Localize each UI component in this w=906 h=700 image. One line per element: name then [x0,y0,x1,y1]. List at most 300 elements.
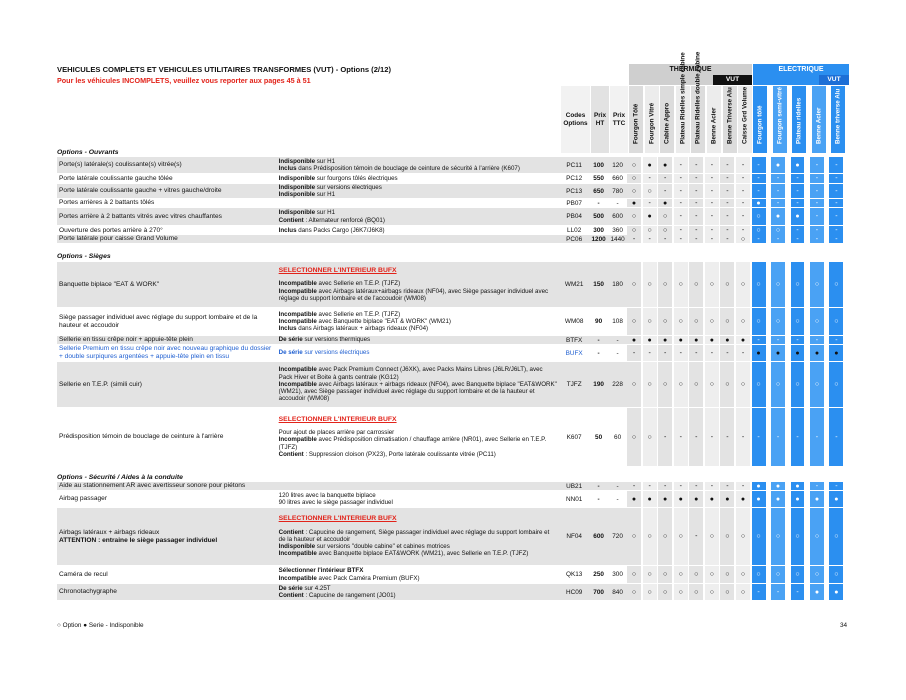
availability-thermique: - [736,482,750,490]
availability-thermique: ○ [705,362,719,407]
availability-thermique: ○ [658,566,672,583]
availability-thermique: ○ [643,226,657,235]
availability-electrique: ● [791,208,805,225]
availability-electrique: - [752,584,766,600]
availability-thermique: - [627,235,641,243]
row-label: Portes arrières à 2 battants tôlés [57,199,277,207]
availability-thermique: ● [658,157,672,173]
availability-electrique: ○ [829,566,843,583]
option-code: BTFX [559,336,589,344]
option-code: PC12 [559,174,589,183]
availability-electrique: ● [752,491,766,507]
option-code: PC06 [559,235,589,243]
row-label: Porte(s) latérale(s) coulissante(s) vitrée(s) [57,157,277,173]
availability-electrique: ○ [771,362,785,407]
availability-thermique: ○ [674,308,688,335]
availability-thermique: ○ [689,566,703,583]
price-ttc: - [608,345,627,361]
availability-thermique: - [627,345,641,361]
col-header-electrique: Benne Acier [812,86,826,153]
availability-electrique: - [771,336,785,344]
availability-thermique: - [674,208,688,225]
price-ht: - [589,482,608,490]
price-ttc: - [608,482,627,490]
availability-electrique: - [829,235,843,243]
row-notes: Indisponible sur versions électriques Indisponible sur H1 [277,184,560,198]
row-notes [277,199,560,207]
availability-thermique: - [736,408,750,466]
availability-thermique: ● [674,491,688,507]
section-sieges: Options - Sièges [57,253,111,260]
availability-electrique: - [829,408,843,466]
availability-electrique: - [810,235,824,243]
availability-thermique: ○ [736,362,750,407]
availability-electrique: ○ [771,566,785,583]
availability-electrique: - [810,208,824,225]
availability-thermique: - [720,345,734,361]
price-ttc: - [608,336,627,344]
row-label: Chronotachygraphe [57,584,277,600]
availability-electrique: ● [829,584,843,600]
price-ttc: 1440 [608,235,627,243]
col-header-electrique: Fourgon semi-vitré [773,86,787,153]
option-code: LL02 [559,226,589,235]
availability-thermique: - [736,345,750,361]
availability-thermique: - [689,199,703,207]
availability-electrique: ● [752,482,766,490]
availability-electrique: ○ [752,262,766,307]
availability-electrique: ● [771,345,785,361]
availability-thermique: - [736,208,750,225]
price-ttc: 360 [608,226,627,235]
price-ttc: 660 [608,174,627,183]
legend: ○ Option ● Serie - Indisponible [57,622,144,629]
availability-thermique: - [643,199,657,207]
availability-thermique: - [705,345,719,361]
col-header-thermique: Fourgon Vitré [645,86,659,153]
table-row [57,482,849,490]
availability-thermique: - [674,157,688,173]
table-row [57,508,849,565]
price-ht: - [589,199,608,207]
row-label: Prédisposition témoin de bouclage de ceinture à l'arrière [57,408,277,466]
availability-thermique: ○ [643,362,657,407]
table-row [57,308,849,335]
availability-electrique: ○ [810,566,824,583]
availability-thermique: - [720,226,734,235]
page-title: VEHICULES COMPLETS ET VEHICULES UTILITAIRES TRANSFORMES (VUT) - Options (2/12) [57,65,391,74]
price-ttc: 228 [608,362,627,407]
availability-electrique: - [771,584,785,600]
availability-thermique: ○ [736,235,750,243]
availability-thermique: ○ [736,566,750,583]
availability-thermique: ○ [643,184,657,198]
availability-electrique: ○ [771,262,785,307]
availability-thermique: - [658,235,672,243]
availability-electrique: ● [791,491,805,507]
availability-thermique: - [720,184,734,198]
availability-electrique: ● [771,208,785,225]
availability-thermique: - [674,482,688,490]
availability-thermique: ○ [627,226,641,235]
availability-electrique: ● [791,157,805,173]
availability-electrique: ○ [752,226,766,235]
row-notes: SELECTIONNER L'INTERIEUR BUFX Incompatible avec Sellerie en T.E.P. (TJFZ) Incompatible avec Airbags latéraux+airbags rideaux (NF04), avec Siège passager individuel avec réglage du support lombaire et de l'accoudoir (WM08) [277,262,560,307]
availability-thermique: - [674,345,688,361]
price-ttc: - [608,491,627,507]
availability-electrique: ● [810,584,824,600]
row-label: Aide au stationnement AR avec avertisseur sonore pour piétons [57,482,277,490]
price-ttc: 780 [608,184,627,198]
price-ht: - [589,491,608,507]
price-ht: 100 [589,157,608,173]
availability-electrique: - [752,174,766,183]
availability-thermique: - [689,208,703,225]
availability-thermique: ○ [674,508,688,565]
row-notes: Incompatible avec Pack Premium Connect (J6XK), avec Packs Mains Libres (J6LR/J6LT), avec Pack Hiver et Boite à gants centrale (KG12) Incompatible avec Airbags latéraux + airbags rideaux (NF04), avec Banquette biplace "EAT&WORK" (WM21), avec Siège passager individuel avec réglage du support lombaire et de la hauteur et accoudoir (WM08) [277,362,560,407]
table-row [57,491,849,507]
availability-thermique: ● [643,208,657,225]
availability-thermique: - [658,345,672,361]
availability-thermique: - [689,235,703,243]
availability-thermique: ○ [689,308,703,335]
availability-thermique: ● [689,491,703,507]
price-ht: 90 [589,308,608,335]
row-label: Banquette biplace "EAT & WORK" [57,262,277,307]
availability-electrique: - [829,157,843,173]
availability-electrique: - [752,157,766,173]
availability-thermique: ○ [705,508,719,565]
availability-thermique: ○ [705,262,719,307]
availability-electrique: - [829,184,843,198]
row-label: Airbags latéraux + airbags rideaux ATTENTION : entraine le siège passager individuel [57,508,277,565]
availability-electrique: ● [810,345,824,361]
availability-electrique: - [791,184,805,198]
availability-thermique: ○ [689,262,703,307]
availability-thermique: ○ [720,508,734,565]
option-code: UB21 [559,482,589,490]
availability-thermique: ○ [658,508,672,565]
price-ht: - [589,336,608,344]
price-ht: 190 [589,362,608,407]
availability-electrique: - [771,199,785,207]
availability-electrique: ● [791,482,805,490]
interior-warning: SELECTIONNER L'INTERIEUR BUFX [278,515,397,523]
availability-electrique: ○ [810,308,824,335]
availability-electrique: - [771,174,785,183]
price-ttc: 120 [608,157,627,173]
availability-electrique: ○ [752,208,766,225]
table-row [57,566,849,583]
availability-electrique: ● [752,345,766,361]
availability-electrique: - [752,184,766,198]
col-header-thermique: Benne Triverse Alu [723,86,737,153]
availability-electrique: - [752,408,766,466]
availability-thermique: - [720,199,734,207]
table-row [57,584,849,600]
availability-thermique: ○ [705,584,719,600]
option-code: K607 [559,408,589,466]
availability-thermique: ○ [643,408,657,466]
option-code: PC13 [559,184,589,198]
price-ht: 1200 [589,235,608,243]
table-row [57,184,849,198]
col-header-electrique: Benne triverse Alu [831,86,845,153]
availability-thermique: - [627,482,641,490]
availability-thermique: ○ [689,362,703,407]
vut-electrique: VUT [819,75,849,85]
availability-thermique: - [720,408,734,466]
row-notes: Sélectionner l'intérieur BTFX Incompatible avec Pack Caméra Premium (BUFX) [277,566,560,583]
row-notes: 120 litres avec la banquette biplace 90 litres avec le siège passager individuel [277,491,560,507]
availability-thermique: - [658,408,672,466]
availability-thermique: - [736,199,750,207]
row-notes: Indisponible sur H1 Inclus dans Prédisposition témoin de bouclage de ceinture de sécurité à l'arrière (K607) [277,157,560,173]
row-label: Sellerie en tissu crêpe noir + appuie-tête plein [57,336,277,344]
availability-thermique: - [705,184,719,198]
availability-thermique: - [736,174,750,183]
availability-thermique: ○ [674,362,688,407]
availability-thermique: ○ [658,208,672,225]
availability-thermique: - [674,199,688,207]
availability-thermique: - [689,482,703,490]
availability-electrique: - [791,199,805,207]
availability-thermique: - [705,199,719,207]
availability-thermique: - [674,408,688,466]
col-header-thermique: Benne Acier [707,86,721,153]
table-row [57,262,849,307]
price-ht: 300 [589,226,608,235]
availability-thermique: ○ [658,226,672,235]
availability-electrique: ○ [829,308,843,335]
availability-thermique: - [643,235,657,243]
row-notes: De série sur versions électriques [277,345,560,361]
availability-electrique: - [810,336,824,344]
availability-thermique: ○ [658,308,672,335]
table-row [57,408,849,466]
availability-thermique: - [736,157,750,173]
availability-electrique: - [810,184,824,198]
availability-electrique: - [810,157,824,173]
availability-electrique: - [829,336,843,344]
availability-thermique: ○ [674,584,688,600]
table-row [57,226,849,235]
price-ht: 600 [589,508,608,565]
price-ht: 50 [589,408,608,466]
availability-electrique: ○ [791,262,805,307]
availability-thermique: - [689,157,703,173]
availability-thermique: - [658,174,672,183]
availability-thermique: - [689,345,703,361]
availability-electrique: - [752,336,766,344]
availability-electrique: ● [771,491,785,507]
availability-electrique: - [791,336,805,344]
availability-thermique: - [689,508,703,565]
price-ttc: 840 [608,584,627,600]
section-securite: Options - Sécurité / Aides à la conduite [57,474,183,481]
availability-thermique: ○ [643,566,657,583]
availability-thermique: ○ [705,308,719,335]
row-notes: Indisponible sur H1 Contient : Alternateur renforcé (BQ01) [277,208,560,225]
group-thermique: THERMIQUE [629,64,752,75]
availability-thermique: ● [658,491,672,507]
availability-thermique: - [674,184,688,198]
availability-thermique: ● [627,491,641,507]
availability-thermique: ○ [627,208,641,225]
availability-electrique: ○ [771,308,785,335]
availability-thermique: ○ [643,584,657,600]
availability-thermique: ● [736,491,750,507]
interior-warning: SELECTIONNER L'INTERIEUR BUFX [278,415,397,423]
availability-thermique: ○ [627,566,641,583]
availability-electrique: ○ [791,508,805,565]
availability-thermique: - [674,235,688,243]
availability-thermique: ○ [736,262,750,307]
availability-thermique: - [658,184,672,198]
availability-electrique: - [810,199,824,207]
availability-electrique: ○ [771,508,785,565]
row-notes: Inclus dans Packs Cargo (J6K7/J6K8) [277,226,560,235]
availability-thermique: ○ [627,508,641,565]
availability-electrique: ○ [752,566,766,583]
availability-thermique: ● [736,336,750,344]
row-label: Porte latérale coulissante gauche + vitres gauche/droite [57,184,277,198]
row-notes [277,482,560,490]
availability-electrique: ○ [829,262,843,307]
availability-electrique: ● [829,345,843,361]
availability-electrique: - [810,174,824,183]
availability-thermique: ● [705,336,719,344]
availability-thermique: - [643,482,657,490]
option-code: PB04 [559,208,589,225]
col-prix-ttc-header: Prix TTC [610,86,628,153]
availability-electrique: ○ [810,508,824,565]
availability-thermique: ○ [627,262,641,307]
row-label: Caméra de recul [57,566,277,583]
row-label: Siège passager individuel avec réglage du support lombaire et de la hauteur et accoudoir [57,308,277,335]
vut-thermique: VUT [713,75,752,85]
row-label: Ouverture des portes arrière à 270° [57,226,277,235]
row-notes: SELECTIONNER L'INTERIEUR BUFX Contient : Capucine de rangement, Siège passager individuel avec réglage du support lombaire et de la hauteur et accoudoir Indisponible sur versions "double cabine" et cabines motrices Incompatible avec Banquette biplace EAT&WORK (WM21), avec Sellerie en T.E.P. (TJFZ) [277,508,560,565]
availability-thermique: ● [720,336,734,344]
availability-thermique: - [689,226,703,235]
availability-thermique: ○ [689,584,703,600]
availability-electrique: ○ [752,308,766,335]
availability-electrique: ● [829,491,843,507]
price-ht: 700 [589,584,608,600]
interior-warning: SELECTIONNER L'INTERIEUR BUFX [278,267,397,275]
availability-thermique: - [643,174,657,183]
option-code: TJFZ [559,362,589,407]
availability-electrique: ○ [771,226,785,235]
availability-thermique: ○ [627,584,641,600]
availability-electrique: - [810,226,824,235]
availability-electrique: ○ [752,362,766,407]
availability-electrique: ● [752,199,766,207]
availability-electrique: ○ [752,508,766,565]
table-row [57,208,849,225]
row-label: Airbag passager [57,491,277,507]
option-code: QK13 [559,566,589,583]
table-row [57,345,849,361]
availability-electrique: ● [771,482,785,490]
availability-thermique: - [705,226,719,235]
availability-electrique: - [829,208,843,225]
availability-thermique: ● [627,199,641,207]
col-prix-ht-header: Prix HT [591,86,609,153]
availability-electrique: ○ [810,262,824,307]
price-ht: 500 [589,208,608,225]
availability-thermique: ○ [627,184,641,198]
table-row [57,336,849,344]
availability-thermique: - [658,482,672,490]
availability-thermique: ○ [643,262,657,307]
availability-thermique: - [689,184,703,198]
availability-electrique: - [829,226,843,235]
availability-thermique: - [720,235,734,243]
availability-electrique: - [771,408,785,466]
price-ttc: 600 [608,208,627,225]
availability-thermique: ○ [674,262,688,307]
availability-electrique: - [791,235,805,243]
price-ht: 550 [589,174,608,183]
group-electrique-pad [753,75,819,85]
option-code: NN01 [559,491,589,507]
row-label: Sellerie en T.E.P. (simili cuir) [57,362,277,407]
availability-thermique: ● [720,491,734,507]
availability-electrique: - [810,482,824,490]
section-ouvrants: Options - Ouvrants [57,149,119,156]
availability-thermique: ○ [705,566,719,583]
availability-thermique: - [720,208,734,225]
availability-electrique: ○ [791,308,805,335]
availability-thermique: ○ [720,362,734,407]
availability-thermique: ○ [627,308,641,335]
availability-thermique: ○ [643,508,657,565]
availability-thermique: ● [674,336,688,344]
availability-thermique: ● [689,336,703,344]
price-ttc: - [608,199,627,207]
availability-thermique: ○ [658,262,672,307]
table-row [57,362,849,407]
availability-thermique: - [689,174,703,183]
price-ttc: 300 [608,566,627,583]
availability-electrique: ● [791,345,805,361]
availability-electrique: - [791,226,805,235]
option-code: PB07 [559,199,589,207]
availability-thermique: ○ [627,174,641,183]
availability-thermique: ○ [720,308,734,335]
option-code: HC09 [559,584,589,600]
group-electrique: ELECTRIQUE [753,64,849,75]
availability-electrique: ● [771,157,785,173]
availability-electrique: - [771,184,785,198]
availability-electrique: - [791,584,805,600]
availability-thermique: ○ [720,262,734,307]
availability-thermique: ○ [736,508,750,565]
price-ht: 650 [589,184,608,198]
price-ht: - [589,345,608,361]
page-subtitle: Pour les véhicules INCOMPLETS, veuillez vous reporter aux pages 45 à 51 [57,76,311,85]
availability-electrique: - [829,174,843,183]
availability-electrique: ○ [810,362,824,407]
row-notes: SELECTIONNER L'INTERIEUR BUFX Pour ajout de places arrière par carrossier Incompatible avec Prédisposition climatisation / chauffage arrière (NR01), avec Sellerie en T.E.P. (TJFZ) Contient : Suppression cloison (PX23), Porte latérale coulissante vitrée (PC11) [277,408,560,466]
availability-electrique: ○ [829,362,843,407]
col-header-thermique: Cabine Appro [660,86,674,153]
availability-thermique: ● [658,199,672,207]
availability-thermique: - [705,408,719,466]
availability-electrique: ○ [791,566,805,583]
